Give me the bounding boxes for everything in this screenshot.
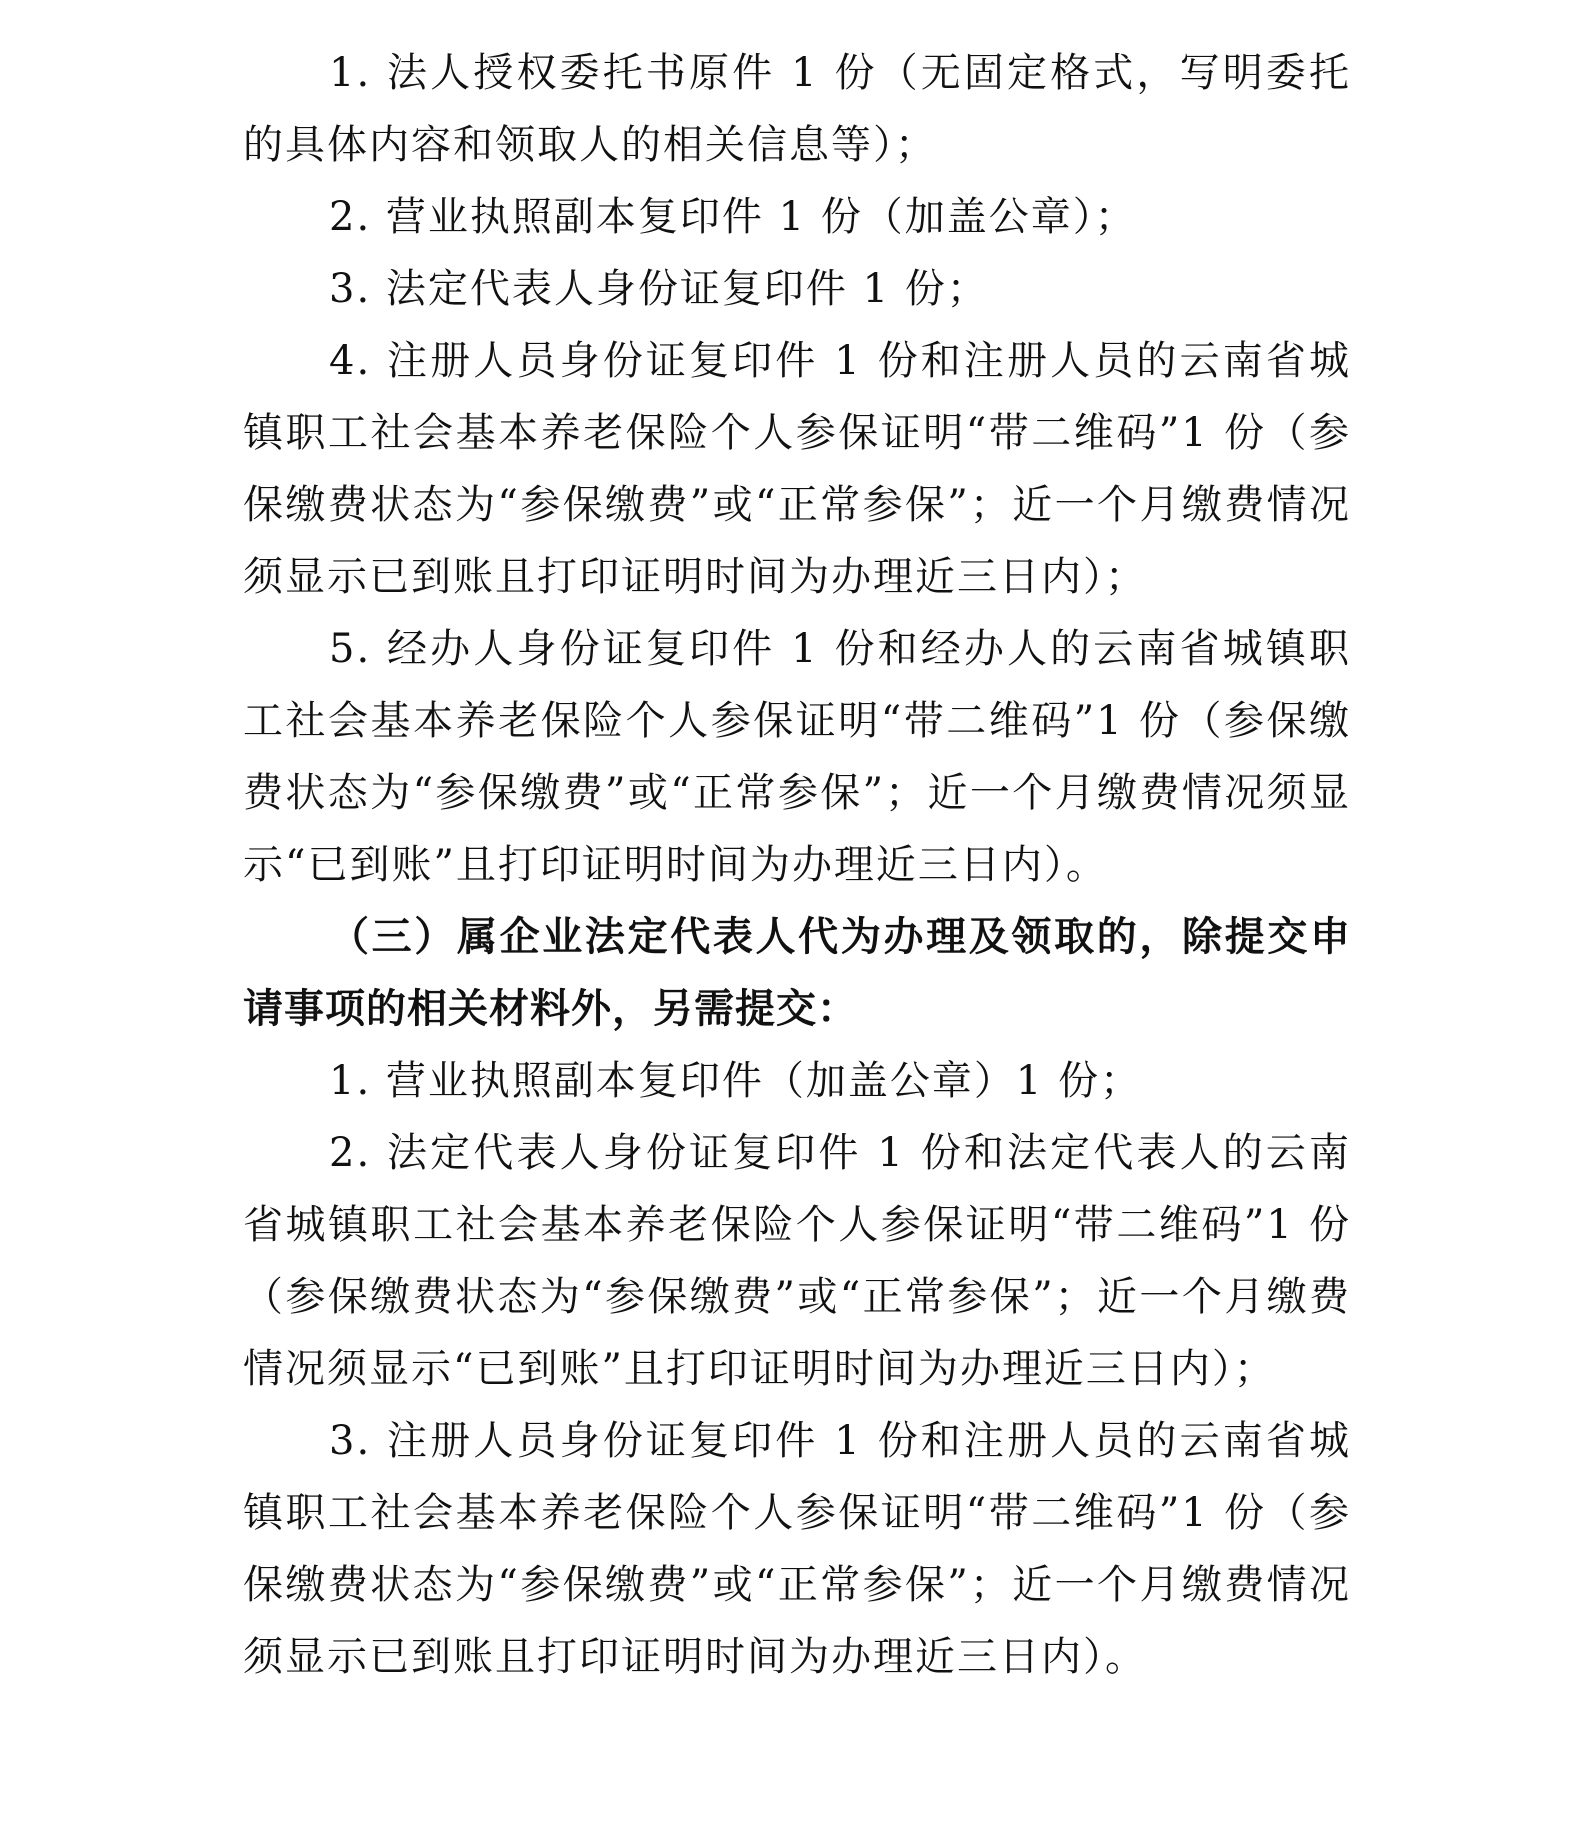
item-2-business-license: 2. 营业执照副本复印件 1 份（加盖公章）； bbox=[329, 194, 1137, 240]
section-3-item-2-legal-rep-insurance: 2. 法定代表人身份证复印件 1 份和法定代表人的云南省城镇职工社会基本养老保险个人参保证明“带二维码”1 份（参保缴费状态为“参保缴费”或“正常参保”；近一个月缴费情况须显示“已到账”且打印证明时间为办理近三日内）； bbox=[243, 1130, 1351, 1392]
section-3-heading: （三）属企业法定代表人代为办理及领取的，除提交申请事项的相关材料外，另需提交： bbox=[243, 914, 1351, 1032]
section-3-item-1-business-license: 1. 营业执照副本复印件（加盖公章）1 份； bbox=[329, 1058, 1143, 1104]
document-body bbox=[243, 37, 1351, 1693]
item-5-handler-insurance: 5. 经办人身份证复印件 1 份和经办人的云南省城镇职工社会基本养老保险个人参保证明“带二维码”1 份（参保缴费状态为“参保缴费”或“正常参保”；近一个月缴费情况须显示“已到账”且打印证明时间为办理近三日内）。 bbox=[243, 626, 1351, 888]
section-3-item-3-registered-staff-insurance: 3. 注册人员身份证复印件 1 份和注册人员的云南省城镇职工社会基本养老保险个人参保证明“带二维码”1 份（参保缴费状态为“参保缴费”或“正常参保”；近一个月缴费情况须显示已到账且打印证明时间为办理近三日内）。 bbox=[243, 1418, 1351, 1680]
item-4-registered-staff-insurance: 4. 注册人员身份证复印件 1 份和注册人员的云南省城镇职工社会基本养老保险个人参保证明“带二维码”1 份（参保缴费状态为“参保缴费”或“正常参保”；近一个月缴费情况须显示已到账且打印证明时间为办理近三日内）； bbox=[243, 338, 1351, 600]
item-1-authorization-letter: 1. 法人授权委托书原件 1 份（无固定格式，写明委托的具体内容和领取人的相关信息等）； bbox=[243, 50, 1351, 168]
item-3-legal-rep-id: 3. 法定代表人身份证复印件 1 份； bbox=[329, 266, 989, 312]
